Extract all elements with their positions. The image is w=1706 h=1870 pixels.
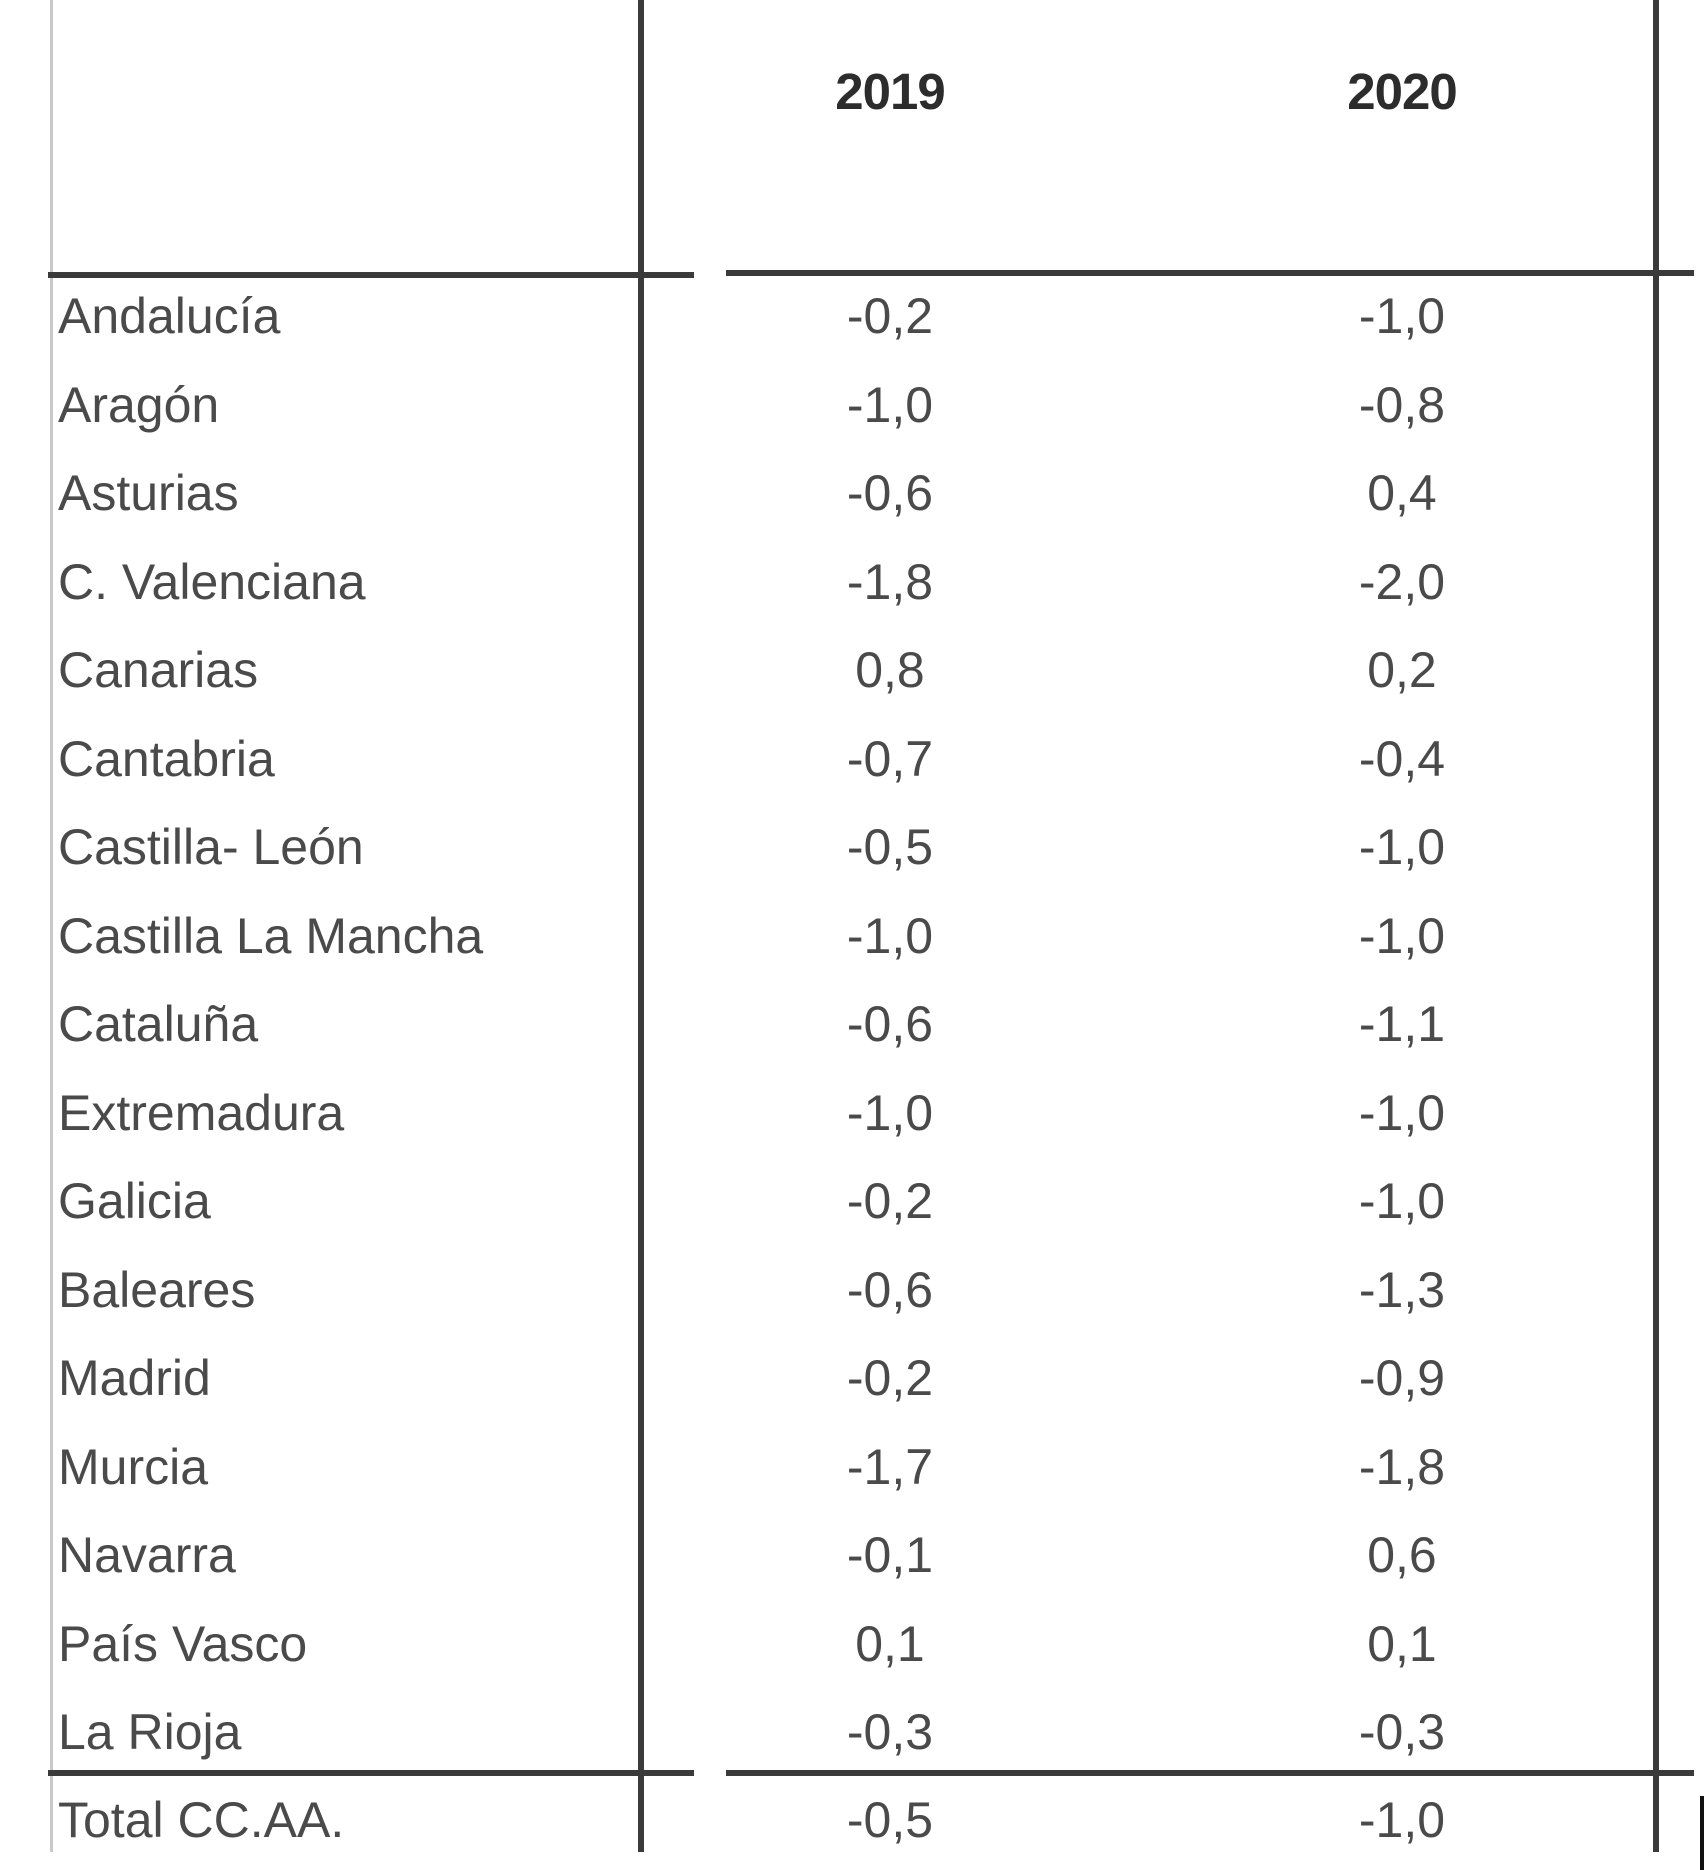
total-rule-right (726, 1770, 1694, 1776)
table-row-label: Canarias (58, 642, 259, 698)
table-cell-2020: -2,0 (1358, 554, 1446, 610)
table-cell-2020: -0,4 (1358, 731, 1446, 787)
table-cell-2019: 0,8 (855, 642, 925, 698)
table-row-label: País Vasco (58, 1616, 308, 1672)
table-cell-2019: -0,6 (846, 996, 934, 1052)
corner-mark (1700, 1796, 1704, 1870)
table-row-label: Andalucía (58, 288, 281, 344)
table-cell-2019: -0,3 (846, 1704, 934, 1760)
table-cell-2020: -1,0 (1358, 1173, 1446, 1229)
table-row-label: Baleares (58, 1262, 256, 1318)
header-rule-right (726, 270, 1694, 276)
table-row-label: C. Valenciana (58, 554, 366, 610)
table-row-label: Cataluña (58, 996, 259, 1052)
table-row-label: Castilla La Mancha (58, 908, 484, 964)
table-cell-2019: -0,7 (846, 731, 934, 787)
table-cell-2019: -0,5 (846, 819, 934, 875)
total-2020: -1,0 (1358, 1792, 1446, 1848)
column-header-2020: 2020 (1347, 63, 1457, 120)
table-cell-2019: -0,6 (846, 465, 934, 521)
table-cell-2020: -1,0 (1358, 1085, 1446, 1141)
column-header-2019: 2019 (835, 63, 945, 120)
right-border-line (1653, 0, 1659, 1852)
table-cell-2020: -0,8 (1358, 377, 1446, 433)
table-row-label: La Rioja (58, 1704, 242, 1760)
table-cell-2020: -1,3 (1358, 1262, 1446, 1318)
table-cell-2019: -1,7 (846, 1439, 934, 1495)
total-2019: -0,5 (846, 1792, 934, 1848)
table-cell-2020: -1,0 (1358, 288, 1446, 344)
table-row-label: Extremadura (58, 1085, 345, 1141)
total-rule-left (48, 1770, 694, 1776)
table-row-label: Murcia (58, 1439, 209, 1495)
table-row-label: Navarra (58, 1527, 236, 1583)
table-row-label: Aragón (58, 377, 220, 433)
table-row-label: Castilla- León (58, 819, 364, 875)
table-cell-2020: -1,8 (1358, 1439, 1446, 1495)
table-cell-2019: 0,1 (855, 1616, 925, 1672)
table-cell-2019: -0,6 (846, 1262, 934, 1318)
table-cell-2020: -1,1 (1358, 996, 1446, 1052)
table-row-label: Galicia (58, 1173, 211, 1229)
table-cell-2019: -0,2 (846, 1173, 934, 1229)
header-rule-left (48, 272, 694, 278)
table-cell-2020: 0,1 (1367, 1616, 1437, 1672)
table-row-label: Asturias (58, 465, 239, 521)
table-cell-2020: 0,6 (1367, 1527, 1437, 1583)
table-cell-2020: -1,0 (1358, 819, 1446, 875)
table-cell-2019: -0,2 (846, 1350, 934, 1406)
table-cell-2020: -0,3 (1358, 1704, 1446, 1760)
table-row-label: Cantabria (58, 731, 275, 787)
table-cell-2019: -1,8 (846, 554, 934, 610)
table-cell-2019: -1,0 (846, 1085, 934, 1141)
table-cell-2020: 0,4 (1367, 465, 1437, 521)
total-row-label: Total CC.AA. (58, 1792, 345, 1848)
table-cell-2019: -1,0 (846, 908, 934, 964)
table-cell-2020: 0,2 (1367, 642, 1437, 698)
table-cell-2020: -0,9 (1358, 1350, 1446, 1406)
table-cell-2020: -1,0 (1358, 908, 1446, 964)
table-cell-2019: -0,1 (846, 1527, 934, 1583)
table-row-label: Madrid (58, 1350, 211, 1406)
table-cell-2019: -0,2 (846, 288, 934, 344)
table-cell-2019: -1,0 (846, 377, 934, 433)
